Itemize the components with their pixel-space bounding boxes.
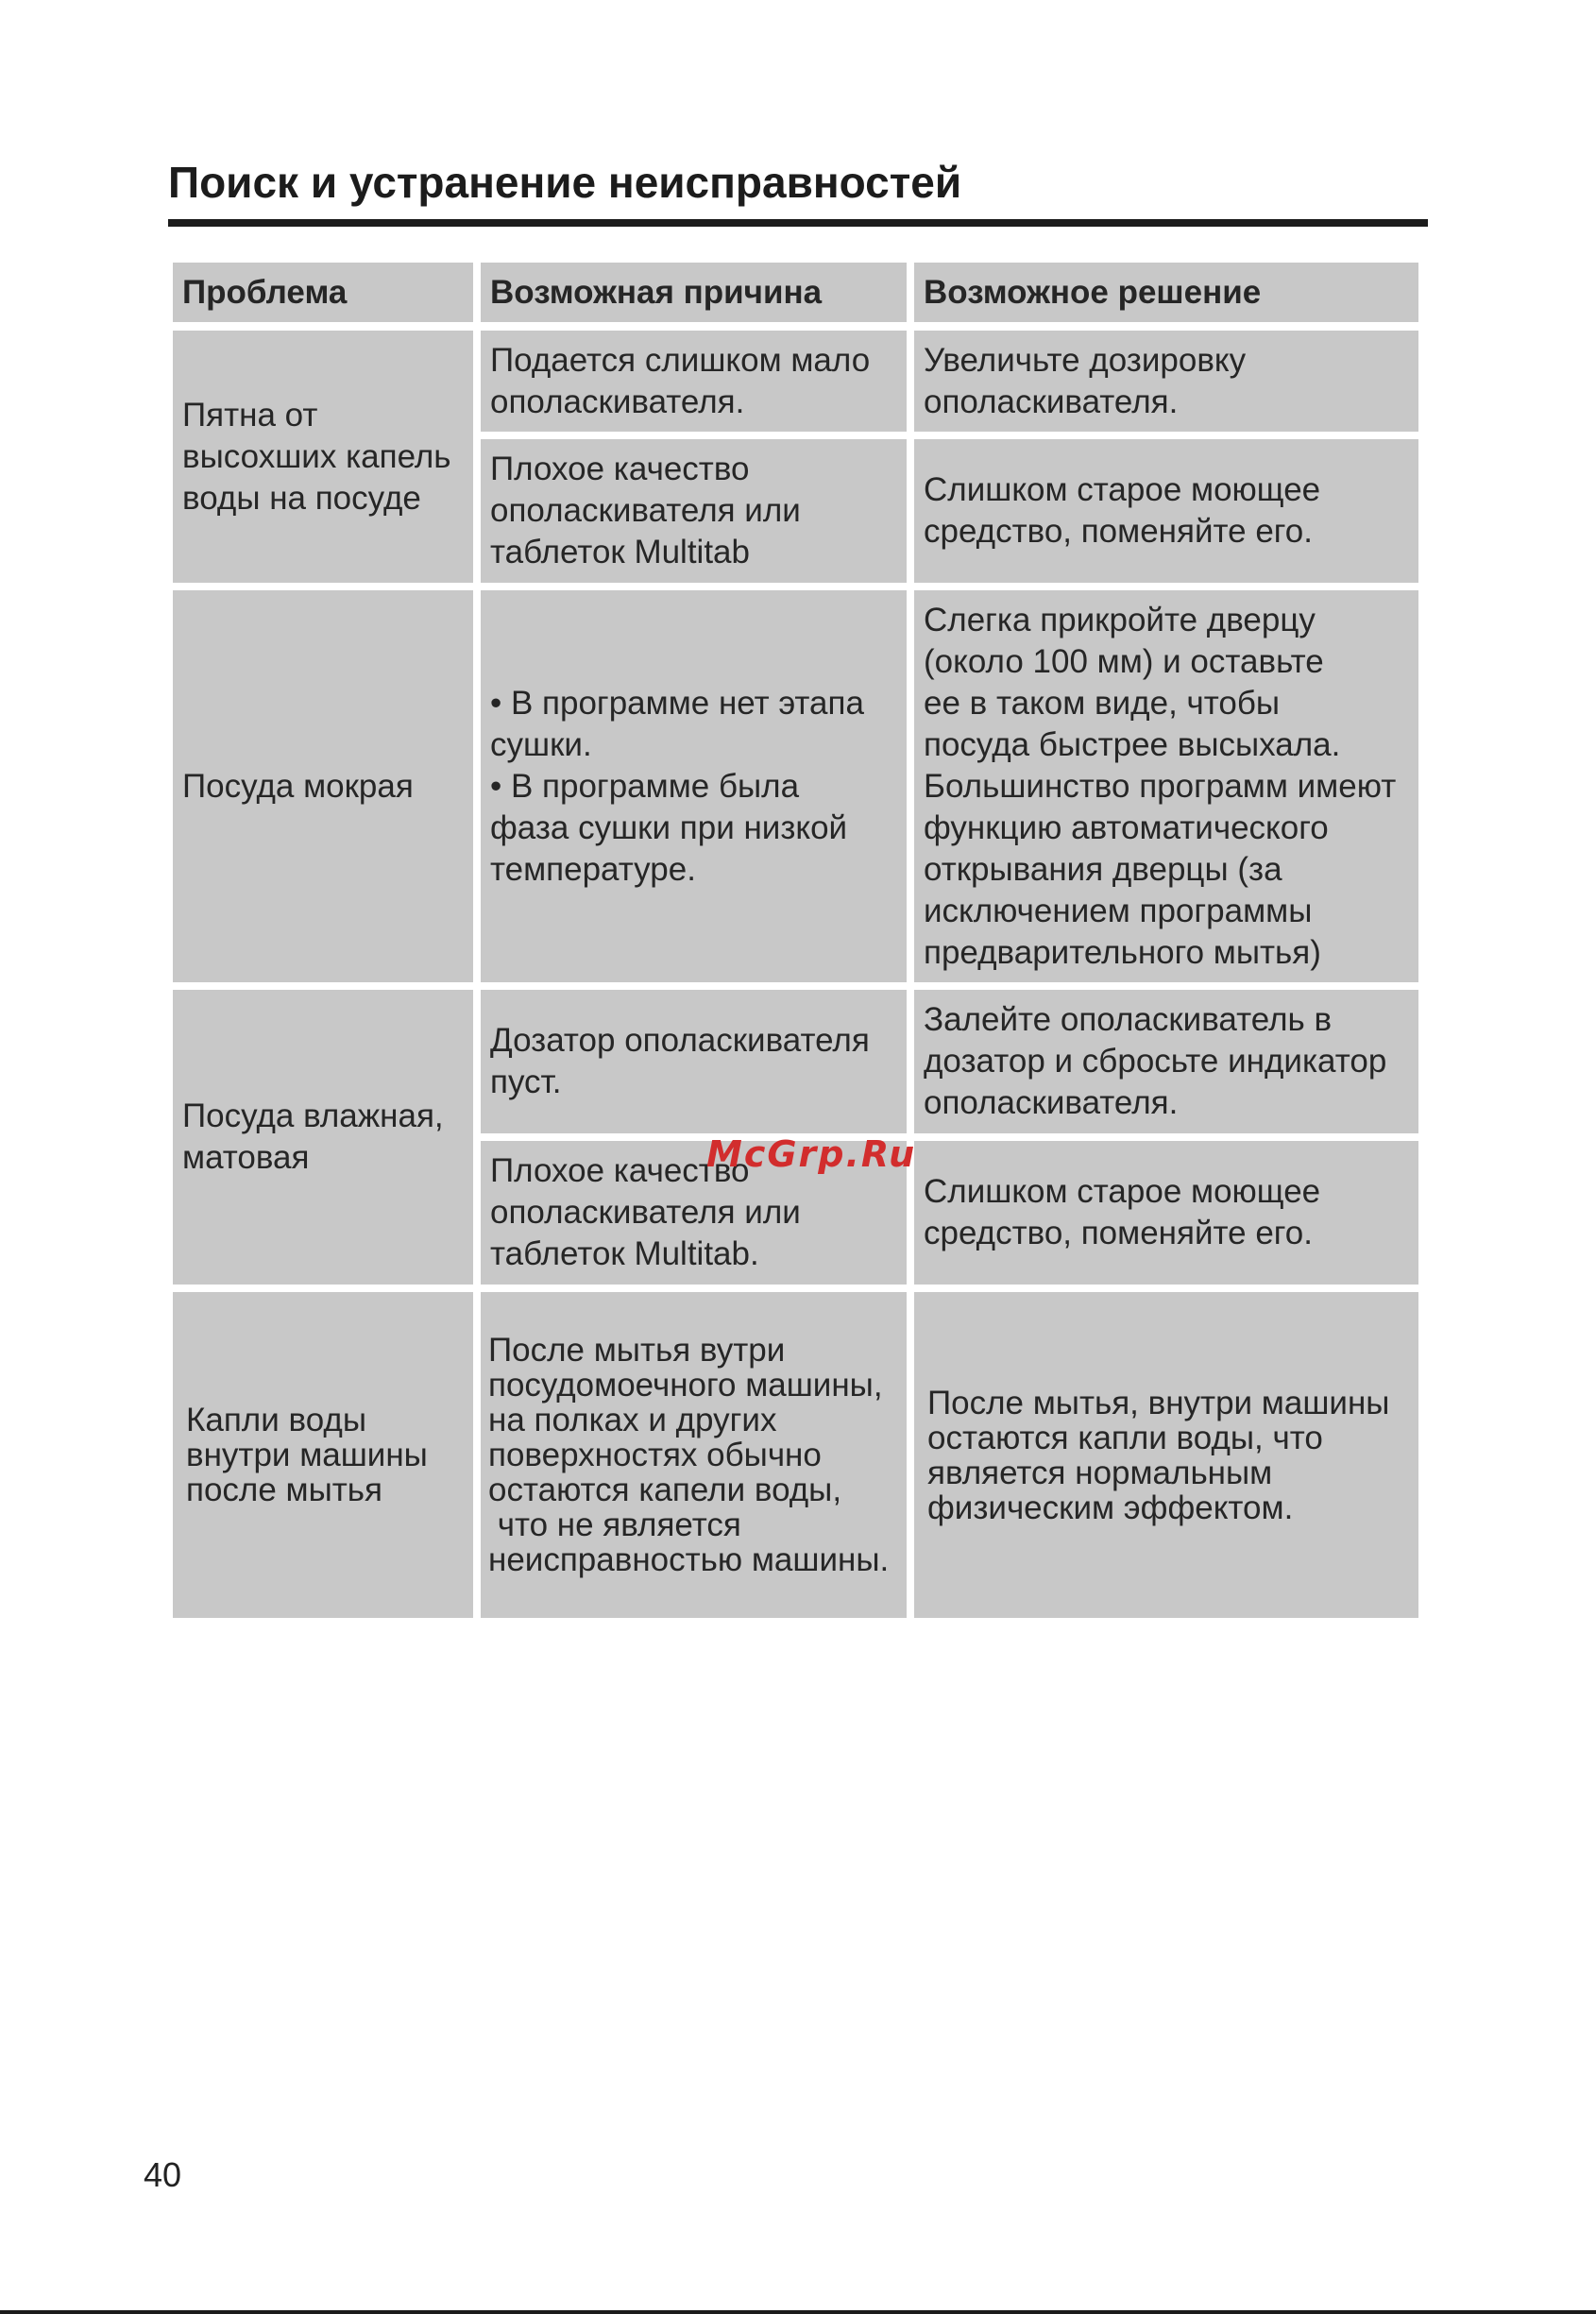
row-3-solution-2: Слишком старое моющее средство, поменяйте его.: [914, 1141, 1418, 1285]
row-3-cause-2: Плохое качество ополаскивателя или таблеток Multitab.: [481, 1141, 907, 1285]
row-2-cause: • В программе нет этапа сушки. • В программе была фаза сушки при низкой температуре.: [481, 590, 907, 982]
row-1-solution-1: Увеличьте дозировку ополаскивателя.: [914, 331, 1418, 432]
row-4-solution: После мытья, внутри машины остаются капли воды, что является нормальным физическим эффектом.: [914, 1292, 1418, 1618]
row-2-solution: Слегка прикройте дверцу (около 100 мм) и оставьте ее в таком виде, чтобы посуда быстрее высыхала. Большинство программ имеют функцию автоматического открывания дверцы (за исключением программы предварительного мытья): [914, 590, 1418, 982]
bottom-rule: [0, 2310, 1596, 2314]
header-cause: Возможная причина: [481, 263, 907, 322]
row-1-solution-2: Слишком старое моющее средство, поменяйте его.: [914, 439, 1418, 583]
row-4-problem: Капли воды внутри машины после мытья: [173, 1292, 473, 1618]
page-number: 40: [144, 2155, 182, 2194]
row-1-cause-1: Подается слишком мало ополаскивателя.: [481, 331, 907, 432]
row-2-problem: Посуда мокрая: [173, 590, 473, 982]
row-1-cause-2: Плохое качество ополаскивателя или таблеток Multitab: [481, 439, 907, 583]
row-3-cause-1: Дозатор ополаскивателя пуст.: [481, 990, 907, 1133]
row-4-cause: После мытья вутри посудомоечного машины, на полках и других поверхностях обычно остаются капели воды, что не является неисправностью машины.: [481, 1292, 907, 1618]
row-3-solution-1: Залейте ополаскиватель в дозатор и сбросьте индикатор ополаскивателя.: [914, 990, 1418, 1133]
title-underline: [168, 219, 1428, 227]
page-title: Поиск и устранение неисправностей: [168, 158, 962, 207]
watermark: McGrp.Ru: [706, 1133, 917, 1175]
row-3-problem: Посуда влажная, матовая: [173, 990, 473, 1285]
row-1-problem: Пятна от высохших капель воды на посуде: [173, 331, 473, 583]
header-problem: Проблема: [173, 263, 473, 322]
header-solution: Возможное решение: [914, 263, 1418, 322]
